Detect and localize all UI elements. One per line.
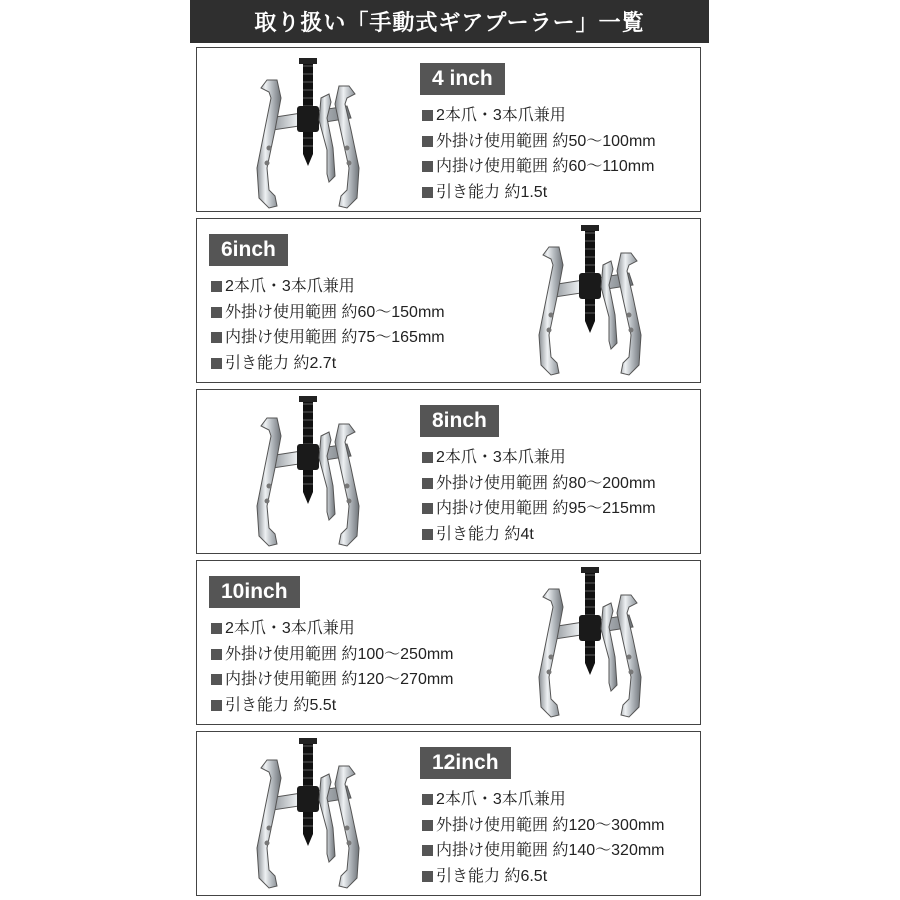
gear-puller-icon xyxy=(529,225,651,377)
bullet-square-icon xyxy=(422,136,433,147)
bullet-square-icon xyxy=(422,110,433,121)
bullet-square-icon xyxy=(211,623,222,634)
gear-puller-icon xyxy=(247,58,369,210)
spec-item: 内掛け使用範囲 約60〜110mm xyxy=(422,154,656,180)
spec-item: 引き能力 約4t xyxy=(422,522,656,548)
spec-item: 外掛け使用範囲 約50〜100mm xyxy=(422,129,656,155)
bullet-square-icon xyxy=(211,700,222,711)
bullet-square-icon xyxy=(211,332,222,343)
spec-list xyxy=(211,274,445,376)
spec-item: 内掛け使用範囲 約120〜270mm xyxy=(211,667,454,693)
gear-puller-icon xyxy=(247,738,369,890)
product-card-10inch xyxy=(196,560,701,725)
size-label: 8inch xyxy=(420,405,499,437)
gear-puller-icon xyxy=(529,567,651,719)
spec-item: 2本爪・3本爪兼用 xyxy=(422,445,656,471)
spec-item: 外掛け使用範囲 約120〜300mm xyxy=(422,813,665,839)
bullet-square-icon xyxy=(422,452,433,463)
bullet-square-icon xyxy=(211,307,222,318)
spec-list xyxy=(422,787,665,889)
spec-list xyxy=(422,445,656,547)
spec-item: 2本爪・3本爪兼用 xyxy=(211,616,454,642)
size-label: 12inch xyxy=(420,747,511,779)
spec-item: 外掛け使用範囲 約80〜200mm xyxy=(422,471,656,497)
product-card-12inch xyxy=(196,731,701,896)
spec-item: 引き能力 約6.5t xyxy=(422,864,665,890)
bullet-square-icon xyxy=(422,187,433,198)
spec-item: 内掛け使用範囲 約95〜215mm xyxy=(422,496,656,522)
bullet-square-icon xyxy=(422,845,433,856)
bullet-square-icon xyxy=(422,794,433,805)
product-card-8inch xyxy=(196,389,701,554)
spec-item: 外掛け使用範囲 約60〜150mm xyxy=(211,300,445,326)
spec-item: 内掛け使用範囲 約140〜320mm xyxy=(422,838,665,864)
bullet-square-icon xyxy=(422,503,433,514)
spec-item: 引き能力 約1.5t xyxy=(422,180,656,206)
spec-item: 2本爪・3本爪兼用 xyxy=(422,787,665,813)
product-card-6inch xyxy=(196,218,701,383)
spec-item: 内掛け使用範囲 約75〜165mm xyxy=(211,325,445,351)
spec-list xyxy=(422,103,656,205)
spec-item: 引き能力 約2.7t xyxy=(211,351,445,377)
spec-item: 2本爪・3本爪兼用 xyxy=(211,274,445,300)
size-label: 4 inch xyxy=(420,63,505,95)
spec-item: 引き能力 約5.5t xyxy=(211,693,454,719)
gear-puller-icon xyxy=(247,396,369,548)
bullet-square-icon xyxy=(422,529,433,540)
spec-list xyxy=(211,616,454,718)
bullet-square-icon xyxy=(211,674,222,685)
bullet-square-icon xyxy=(211,649,222,660)
size-label: 6inch xyxy=(209,234,288,266)
bullet-square-icon xyxy=(211,358,222,369)
spec-item: 外掛け使用範囲 約100〜250mm xyxy=(211,642,454,668)
bullet-square-icon xyxy=(422,820,433,831)
spec-item: 2本爪・3本爪兼用 xyxy=(422,103,656,129)
size-label: 10inch xyxy=(209,576,300,608)
bullet-square-icon xyxy=(422,478,433,489)
bullet-square-icon xyxy=(422,161,433,172)
product-card-4inch xyxy=(196,47,701,212)
bullet-square-icon xyxy=(211,281,222,292)
bullet-square-icon xyxy=(422,871,433,882)
page-title: 取り扱い「手動式ギアプーラー」一覧 xyxy=(190,0,709,43)
